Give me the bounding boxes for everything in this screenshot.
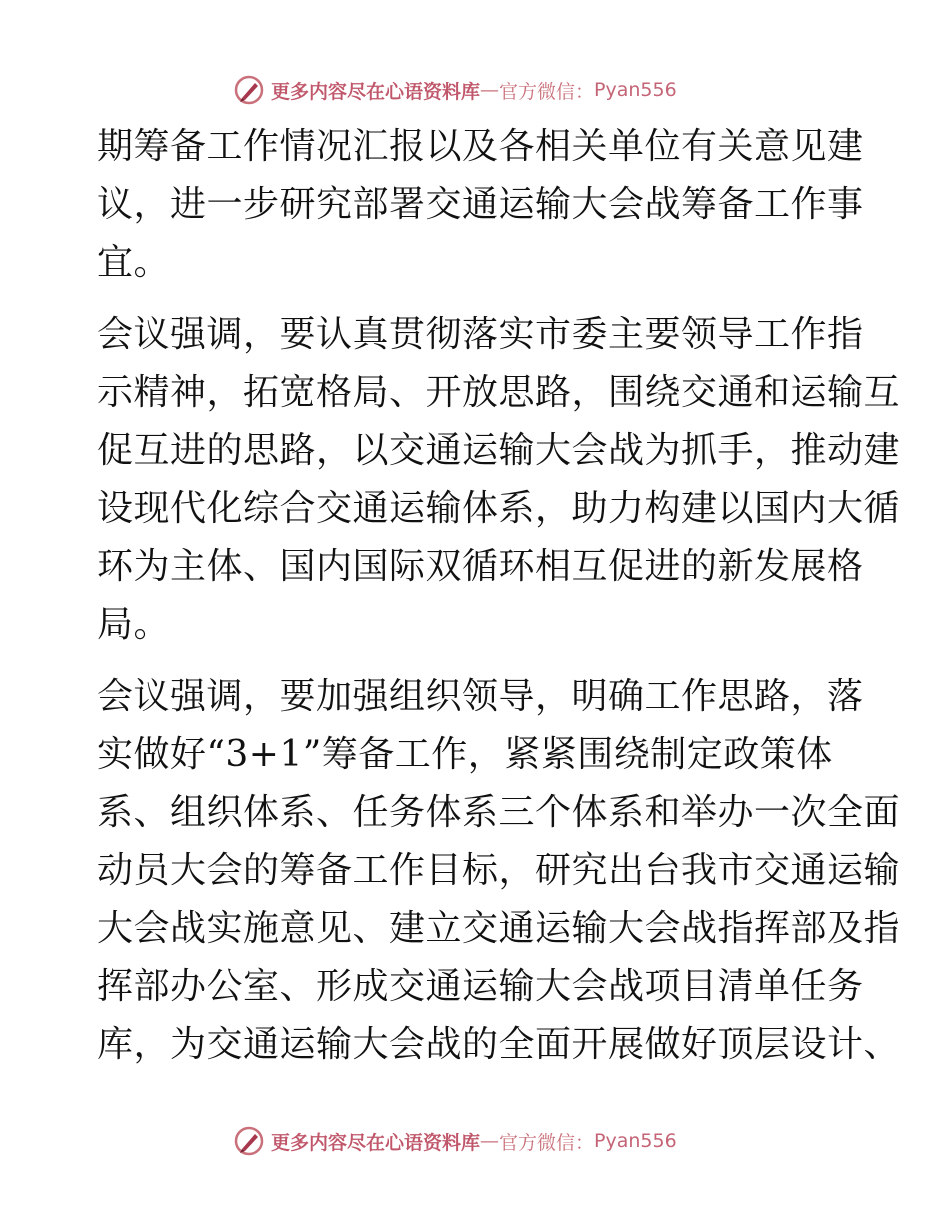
text-line: 促互进的思路，以交通运输大会战为抓手，推动建	[97, 430, 901, 471]
text-line: 库，为交通运输大会战的全面开展做好顶层设计、	[97, 1024, 901, 1065]
text-line: 环为主体、国内国际双循环相互促进的新发展格	[97, 546, 864, 587]
paragraph-2	[97, 306, 901, 654]
text-line: 大会战实施意见、建立交通运输大会战指挥部及指	[97, 908, 901, 949]
paragraph-3	[97, 668, 901, 1074]
paragraph-1	[97, 118, 864, 292]
text-line: 示精神，拓宽格局、开放思路，围绕交通和运输互	[97, 372, 901, 413]
watermark-site-text: 更多内容尽在心语资料库	[271, 1131, 481, 1154]
text-line: 会议强调，要认真贯彻落实市委主要领导工作指	[97, 314, 864, 355]
watermark-dash: —	[480, 79, 500, 101]
watermark-wechat-label: 官方微信：	[499, 1131, 595, 1154]
text-line: 议，进一步研究部署交通运输大会战筹备工作事	[97, 184, 864, 225]
watermark-wechat-label: 官方微信：	[499, 80, 595, 103]
watermark-dash: —	[480, 1130, 500, 1152]
text-line: 宜。	[97, 242, 171, 283]
header-watermark	[233, 70, 677, 110]
text-line: 会议强调，要加强组织领导，明确工作思路，落	[97, 676, 864, 717]
text-line: 实做好“3+1”筹备工作，紧紧围绕制定政策体	[97, 734, 833, 775]
text-line: 系、组织体系、任务体系三个体系和举办一次全面	[97, 792, 901, 833]
quill-pen-logo-icon	[233, 1125, 265, 1157]
watermark-wechat-id: Pyan556	[594, 79, 677, 101]
watermark-wechat-id: Pyan556	[594, 1130, 677, 1152]
text-line: 局。	[97, 604, 171, 645]
text-line: 期筹备工作情况汇报以及各相关单位有关意见建	[97, 126, 864, 167]
text-line: 动员大会的筹备工作目标，研究出台我市交通运输	[97, 850, 901, 891]
quill-pen-logo-icon	[233, 74, 265, 106]
footer-watermark	[233, 1121, 677, 1161]
document-body	[97, 118, 901, 1088]
text-line: 设现代化综合交通运输体系，助力构建以国内大循	[97, 488, 901, 529]
text-line: 挥部办公室、形成交通运输大会战项目清单任务	[97, 966, 864, 1007]
watermark-site-text: 更多内容尽在心语资料库	[271, 80, 481, 103]
